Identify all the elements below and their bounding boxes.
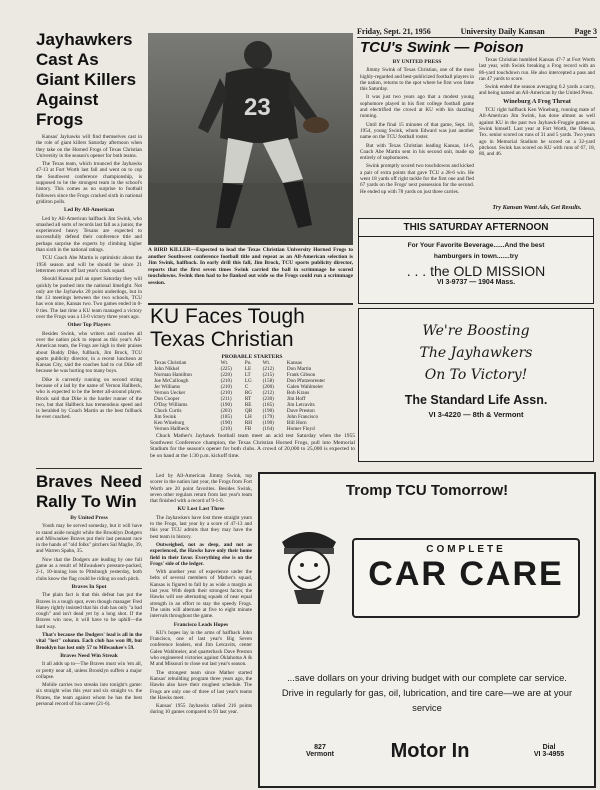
table-cell: (200) <box>262 384 274 391</box>
ad-title: THIS SATURDAY AFTERNOON <box>359 219 593 237</box>
paragraph: Led by All-American Jimmy Swink, top scorer in the nation last year, the Frogs from Fort Worth are 20 point favorites. Besides Swink, seven other regulars return from last year's team that finished with a record of 9-1-0. <box>150 473 252 505</box>
table-cell: RE <box>244 402 252 409</box>
paragraph: Should Kansas pull an upset Saturday they will quickly be pushed into the national limelight. Not only are the Jayhawks 20 point underdogs, but in the 13 meetings between the two schools, TCU has won nine, Kansas two. Two games ended in 0-0 ties. The last time a KU team managed a victory over the Frogs was a 13-0 victory three years ago. <box>36 276 142 321</box>
sign-main-text: CAR CARE <box>368 555 564 593</box>
caption-text: —Expected to lead the Texas Christian University Horned Frogs to another Southwest conference football title and repeat as an All-American selection is Jim Swink, halfback. In early drill this fall, Jim Brock, TCU sports publicity director, reports that the first seven times Swink carried the ball in scrimmage he scored touchdowns. Swink then had to be flanked out wide so the Frogs could run a scrimmage session. <box>148 247 353 286</box>
table-cell: (190) <box>262 408 274 415</box>
address-street: Vermont <box>305 751 334 758</box>
subhead: Other Top Players <box>67 322 111 329</box>
table-cell: RH <box>244 420 253 427</box>
table-cell: (190) <box>220 402 232 409</box>
table-cell: Jer Williams <box>154 384 181 391</box>
ad-body-text: ...save dollars on your driving budget with our complete car service. Drive in regularly for gas, oil, lubrication, and tire care—we are at your service <box>281 672 573 713</box>
paragraph: It all adds up to—The Braves must win 'em all, or pretty near all, unless Brooklyn suffers a major collapse. <box>36 661 142 680</box>
subhead: Wineburg A Frog Threat <box>503 97 571 105</box>
ad-title: Tromp TCU Tomorrow! <box>345 482 509 499</box>
table-row <box>152 426 352 432</box>
paragraph: The Jayhawkers have lost three straight years to the Frogs, last year by a score of 47-13 and this year TCU admits that they may have the best team in history. <box>150 514 252 540</box>
caption-lead: A BIRD KILLER <box>148 247 191 253</box>
table-cell: Bill Horn <box>286 420 307 427</box>
car-care-sign <box>352 538 580 618</box>
table-cell: Joe McCullough <box>154 378 189 385</box>
table-cell: (164) <box>262 426 274 433</box>
phone-number: VI 3-4955 <box>533 751 565 758</box>
starters-rows <box>152 366 352 432</box>
ad-business-name: Motor In <box>390 740 470 762</box>
paragraph: KU's hopes lay in the arms of halfback John Francisco, one of last year's Big Seven conference leaders, end Jim Letcavits, center Galen Wahlmeier, and quarterback Dave Preston who engineered victories against Oklahoma A & M and Missouri to close out last year's season. <box>150 629 252 668</box>
table-cell: Galen Wahlmeier <box>286 384 324 391</box>
tcu-story-right <box>479 57 595 203</box>
paragraph: TCU Coach Abe Martin is optimistic about the 1956 season and will be should be since 21 lettermen return off last year's crack squad. <box>36 255 142 274</box>
paragraph: It was just two years ago that a modest young sophomore played in his first college football game and electrified the crowd at KU with his dazzling running. <box>360 94 474 120</box>
table-cell: Don Pfutzenreuter <box>286 378 326 385</box>
table-cell: Vernon Uecker <box>154 390 186 397</box>
attendant-icon <box>272 520 346 604</box>
photo-caption <box>148 247 353 301</box>
dial-label: Dial <box>542 744 556 751</box>
table-cell: LH <box>244 414 252 421</box>
ad-address-block <box>300 744 340 758</box>
table-cell: Frank Gibson <box>286 372 316 379</box>
ad-business-name: The Standard Life Assn. <box>404 393 548 407</box>
subhead: Braves In Spot <box>71 583 107 590</box>
paragraph: Outweighed, not as deep, and not as experienced, the Hawks have only their home field in their favor. Everything else is on the Frogs' side of the ledger. <box>150 541 252 567</box>
paragraph: Kansas' 1955 Jayhawks tallied 216 points during 10 games compared to 93 last year. <box>150 703 252 716</box>
header-paper: University Daily Kansan <box>460 27 545 36</box>
table-cell: QB <box>244 408 253 415</box>
table-cell: Homer Floyd <box>286 426 315 433</box>
table-cell: (210) <box>220 426 232 433</box>
page-header <box>357 27 597 36</box>
col-header: Po. <box>244 360 252 367</box>
tcu-headline: TCU's Swink — Poison <box>360 39 524 56</box>
table-cell: Jim Hoff <box>286 396 306 403</box>
paragraph: Texas Christian humbled Kansas 47-7 at Fort Worth last year, with Swink breaking a Frog record with an 86-yard touchdown run. He also intercepted a pass and ran 47 yards to score. <box>479 57 595 82</box>
jayhawkers-story <box>36 30 142 466</box>
paragraph: Swink ended the season averaging 6.2 yards a carry, and being named an All-American by the United Press. <box>479 84 595 97</box>
subhead: KU Lost Last Three <box>177 506 225 513</box>
ad-address: VI 3-4220 — 8th & Vermont <box>428 410 524 419</box>
table-cell: (220) <box>220 372 232 379</box>
paragraph: Jimmy Swink of Texas Christian, one of the most highly-regarded and best-publicized football players in the nation, returns to the spot where he first won fame this Saturday. <box>360 67 474 93</box>
paragraph: TCU right halfback Ken Wineburg, running mate of All-American Jim Swink, has done almost as well against KU in the past two Jayhawk-Froggie games as Swink himself. Last year at Fort Worth, the Odessa, Tex. senior scored on runs of 31 and 5 yards. Two years ago in Memorial Stadium he scored on a 32-yard pitchout. Swink has scored on KU with runs of 67, 18, 80, and 46. <box>479 107 595 158</box>
main-story-column <box>150 473 252 783</box>
table-cell: LE <box>244 366 252 373</box>
table-cell: (210) <box>220 390 232 397</box>
paragraph: Until the final 15 minutes of that game, Sept. 18, 1954, young Swink, whom Edward was just another name on the TCU football roster. <box>360 121 474 141</box>
table-cell: (215) <box>262 372 274 379</box>
jayhawkers-headline: Jayhawkers Cast As Giant Killers Against Frogs <box>36 30 137 129</box>
table-cell: Don Martin <box>286 366 312 373</box>
paragraph: The strongest team since Mather started Kansas' rebuilding program three years ago, the Hawks also have their roughest schedule. The Frogs are only one of three of last year's teams the Hawks meet. <box>150 669 252 701</box>
starters-block <box>152 354 352 442</box>
table-cell: RT <box>244 396 252 403</box>
paragraph: But with Texas Christian leading Kansas, 14-6, Coach Abe Martin sent in his second unit, made up entirely of sophomores. <box>360 142 474 162</box>
address-number: 827 <box>314 744 326 751</box>
table-cell: Jim Letcavits <box>286 402 315 409</box>
column-rule <box>36 468 142 469</box>
swink-photo <box>148 33 353 245</box>
paragraph: Led by All-American halfback Jim Swink, who smashed all sorts of records last fall as a junior, the experienced heavy Texans are expected to successfully defend their conference title and perhaps surprise the experts by climbing higher than sixth in the national ratings. <box>36 215 142 254</box>
col-header: Wt. <box>262 360 271 367</box>
table-cell: (185) <box>262 402 274 409</box>
braves-headline: Braves Need Rally To Win <box>36 472 142 511</box>
paragraph: The plain fact is that this defeat has put the Braves in a tough spot, even though manager Fred Haney rightly insisted that his club has only "a bad cough" and isn't dead yet by a long shot. If the Braves win now, it will have to be uphill—the hard way. <box>36 592 142 630</box>
header-rule <box>357 37 597 38</box>
main-lead-paragraph <box>150 433 355 473</box>
header-page: Page 3 <box>574 27 597 36</box>
table-cell: John Francisco <box>286 414 319 421</box>
ad-script-line: The Jayhawkers <box>419 345 533 361</box>
subhead: Braves Need Win Streak <box>60 652 118 659</box>
starters-label: PROBABLE STARTERS <box>221 354 283 360</box>
ad-line: hamburgers in town.......try <box>433 253 519 260</box>
col-header: Wt. <box>220 360 229 367</box>
table-cell: John Nikkel <box>154 366 180 373</box>
table-cell: Norman Hamilton <box>154 372 192 379</box>
paragraph: Now that the Dodgers are leading by one full game as a result of Milwaukee's pressure-packed, 2-1, 10-inning loss to Pittsburgh yesterday, both clubs know the flag could be riding on each pitch. <box>36 556 142 582</box>
table-cell: Don Cooper <box>154 396 180 403</box>
table-cell: (190) <box>220 420 232 427</box>
paragraph: Swink promptly scored two touchdowns and kicked a pair of extra points that gave TCU a 28-6 win. He went 18 yards off right tackle for the first one and fled 67 yards on the Frogs' next possession for the second. He ended up with 78 yards on just three carries. <box>360 163 474 195</box>
byline: BY UNITED PRESS <box>392 59 442 65</box>
paragraph: The Texas team, which trounced the Jayhawks 47-13 at Fort Worth last fall and went on to cop the Southwest conference championship, is supposed to be the strongest team in the school's history. This comes as no surprise to football followers since the Frogs cracked sixth in national gridiron polls. <box>36 161 142 205</box>
byline: By United Press <box>70 515 108 521</box>
ad-phone-block <box>516 744 582 758</box>
ad-script-line: We're Boosting <box>422 323 530 339</box>
col-header: Kansas <box>286 360 302 367</box>
braves-story <box>36 472 142 782</box>
table-cell: Jim Swink <box>154 414 177 421</box>
table-cell: RG <box>244 390 253 397</box>
svg-text:23: 23 <box>244 94 271 121</box>
table-cell: (212) <box>262 390 274 397</box>
subhead: Francisco Leads Hopes <box>173 621 229 628</box>
main-headline: KU Faces Tough Texas Christian <box>150 305 305 351</box>
table-cell: Chuck Curtis <box>154 408 182 415</box>
table-cell: (211) <box>220 396 232 403</box>
ad-script-line: On To Victory! <box>424 367 528 383</box>
table-cell: (212) <box>262 366 274 373</box>
table-cell: Vernon Hallbeck <box>154 426 190 433</box>
col-header: Texas Christian <box>154 360 187 367</box>
standard-life-ad <box>358 308 594 462</box>
subhead: Led By All-American <box>63 207 115 214</box>
table-cell: (210) <box>220 378 232 385</box>
table-cell: (179) <box>262 414 274 421</box>
paragraph: Youth may be served someday, but it will have to stand aside tonight while the Brooklyn Dodgers and Milwaukee Braves put their last pennant race in the hands of "old folks" pitchers Sal Maglie, 39, and Warren Spahn, 35. <box>36 523 142 555</box>
table-cell: (185) <box>220 414 232 421</box>
table-cell: LG <box>244 378 252 385</box>
table-cell: Ken Wineburg <box>154 420 185 427</box>
car-care-ad <box>258 472 596 788</box>
want-ads-footer: Try Kansan Want Ads, Get Results. <box>492 204 582 211</box>
table-cell: (158) <box>262 378 274 385</box>
table-cell: (230) <box>262 396 274 403</box>
starters-table <box>152 360 352 432</box>
table-cell: (203) <box>220 408 232 415</box>
sign-top-text: COMPLETE <box>426 544 506 555</box>
paragraph: Besides Swink, who writers and coaches all over the nation pick to repeat as this year's All-American team, the Frogs are high in their praises about Buddy Dike, fullback, Jim Brock, TCU sports publicity director, in a recent luncheon at Kansas City, said the coaches had to cut Dike off because he was hurting too many boys. <box>36 330 142 375</box>
table-cell: (225) <box>220 366 232 373</box>
old-mission-ad <box>358 218 594 304</box>
paragraph: Dike is currently running on second string because of a lad by the name of Vernon Hallbeck, who is expected to be the better all-around player. Brock said that Dike is the harder runner of the two, but that Hallbeck has tremendous speed and is heralded by Coach Martin as the best fullback he ever coached. <box>36 376 142 421</box>
table-cell: O'Day Williams <box>154 402 188 409</box>
table-cell: Dave Preston <box>286 408 315 415</box>
paragraph: Chuck Mather's Jayhawk football team meet an acid test Saturday when the 1955 Southwest Conference champion, the Texas Christian Horned Frogs, pull into Memorial Stadium for the season's opener for both clubs. A crowd of 20,000 to 25,000 is expected to be on hand at the 1:30 p.m. kickoff time. <box>150 433 355 459</box>
table-cell: (190) <box>262 420 274 427</box>
table-cell: (210) <box>220 384 232 391</box>
paragraph: Kansas' Jayhawks will find themselves cast in the role of giant killers Saturday afternoon when they take on the Horned Frogs of Texas Christian University in the season's opener for both teams. <box>36 134 142 159</box>
ad-business-name: . . . the OLD MISSION <box>406 263 546 279</box>
table-cell: FB <box>244 426 252 433</box>
paragraph: That's because the Dodgers' lead is all in the vital "lost" column. Each club has won 88, but Brooklyn has lost only 57 to Milwaukee's 59. <box>36 632 142 651</box>
header-date: Friday, Sept. 21, 1956 <box>357 27 431 36</box>
table-cell: Bob Kraus <box>286 390 310 397</box>
ad-address: VI 3-9737 — 1904 Mass. <box>436 279 516 286</box>
table-cell: LT <box>244 372 251 379</box>
tcu-story-left <box>360 57 474 215</box>
paragraph: With another year of experience under the belts of several members of Mather's squad, Kansas is figured to fall by as wide a margin as last year. With depth their strongest factor, the Hawks will use alternating squads of near equal strength in an effort to stay the speedy Frogs. The units will alternate at five to eight minute intervals throughout the game. <box>150 569 252 620</box>
paragraph: Mobile carries two streaks into tonight's game: six straight wins this year and six straight vs. the Pirates, the team against whom he has the best personal record of his career (21-6). <box>36 682 142 708</box>
ad-line: For Your Favorite Beverage......And the best <box>407 242 545 249</box>
football-player-image <box>148 33 353 245</box>
table-cell: C <box>244 384 249 391</box>
